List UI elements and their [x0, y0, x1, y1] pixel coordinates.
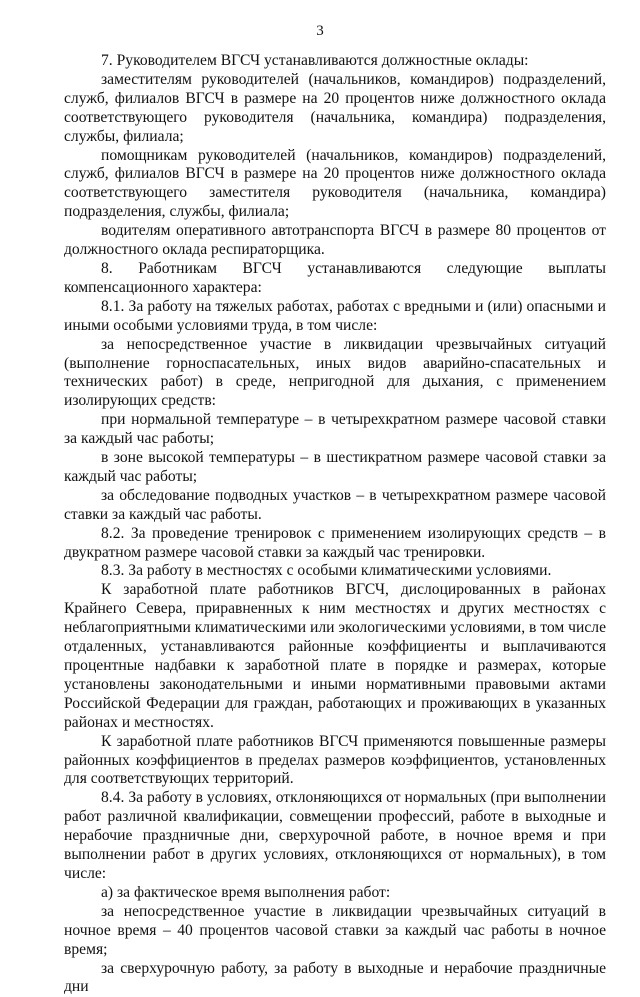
paragraph-8-1: 8.1. За работу на тяжелых работах, работах с вредными и (или) опасными и иными особыми условиями труда, в том числе:: [64, 298, 606, 336]
paragraph-7-heading: 7. Руководителем ВГСЧ устанавливаются должностные оклады:: [64, 52, 606, 71]
paragraph-high-temperature: в зоне высокой температуры – в шестикратном размере часовой ставки за каждый час работы;: [64, 449, 606, 487]
paragraph-item-a: а) за фактическое время выполнения работ:: [64, 884, 606, 903]
paragraph-drivers: водителям оперативного автотранспорта ВГСЧ в размере 80 процентов от должностного оклада респираторщика.: [64, 222, 606, 260]
paragraph-overtime: за сверхурочную работу, за работу в выходные и нерабочие праздничные дни: [64, 960, 606, 997]
paragraph-normal-temperature: при нормальной температуре – в четырехкратном размере часовой ставки за каждый час работы;: [64, 411, 606, 449]
paragraph-underwater-inspection: за обследование подводных участков – в четырехкратном размере часовой ставки за каждый час работы.: [64, 487, 606, 525]
paragraph-assistants: помощникам руководителей (начальников, командиров) подразделений, служб, филиалов ВГСЧ в размере на 20 процентов ниже должностного оклада соответствующего заместителя руководителя (начальника, командира) подразделения, службы, филиала;: [64, 147, 606, 223]
paragraph-emergency-participation: за непосредственное участие в ликвидации чрезвычайных ситуаций (выполнение горноспасательных, иных видов аварийно-спасательных и технических работ) в среде, непригодной для дыхания, с применением изолирующих средств:: [64, 336, 606, 412]
paragraph-regional-coefficients: К заработной плате работников ВГСЧ применяются повышенные размеры районных коэффициентов в пределах размеров коэффициентов, установленных для соответствующих территорий.: [64, 733, 606, 790]
paragraph-deputies: заместителям руководителей (начальников, командиров) подразделений, служб, филиалов ВГСЧ в размере на 20 процентов ниже должностного оклада соответствующего руководителя (начальника, командира) подразделения, службы, филиала;: [64, 71, 606, 147]
paragraph-8-heading: 8. Работникам ВГСЧ устанавливаются следующие выплаты компенсационного характера:: [64, 260, 606, 298]
document-body: [64, 52, 606, 997]
paragraph-far-north: К заработной плате работников ВГСЧ, дислоцированных в районах Крайнего Севера, приравненных к ним местностях и других местностях с неблагоприятными климатическими или экологическими условиями, в том числе отдаленных, устанавливаются районные коэффициенты и выплачиваются процентные надбавки к заработной плате в порядке и размерах, которые установлены законодательными и иными нормативными правовыми актами Российской Федерации для граждан, работающих и проживающих в указанных районах и местностях.: [64, 581, 606, 732]
page-number: 3: [0, 23, 640, 40]
paragraph-8-4: 8.4. За работу в условиях, отклоняющихся от нормальных (при выполнении работ различной квалификации, совмещении профессий, работе в выходные и нерабочие праздничные дни, сверхурочной работе, в ночное время и при выполнении работ в других условиях, отклоняющихся от нормальных), в том числе:: [64, 789, 606, 884]
paragraph-8-2: 8.2. За проведение тренировок с применением изолирующих средств – в двукратном размере часовой ставки за каждый час тренировки.: [64, 525, 606, 563]
paragraph-8-3: 8.3. За работу в местностях с особыми климатическими условиями.: [64, 562, 606, 581]
paragraph-night-work: за непосредственное участие в ликвидации чрезвычайных ситуаций в ночное время – 40 процентов часовой ставки за каждый час работы в ночное время;: [64, 903, 606, 960]
